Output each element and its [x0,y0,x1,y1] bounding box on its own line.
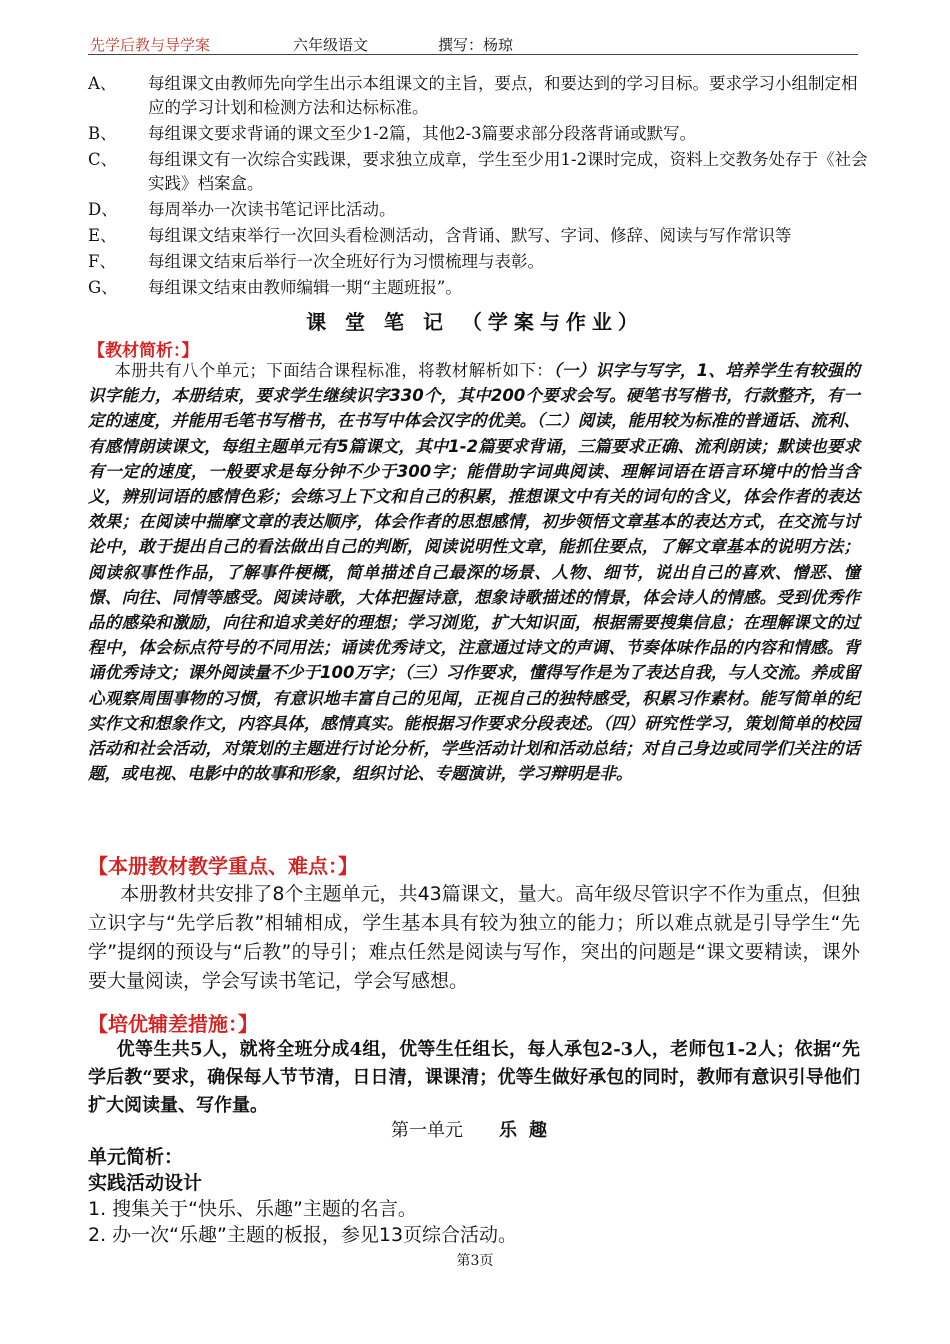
requirements-list [88,72,868,302]
list-item-text: 每组课文由教师先向学生出示本组课文的主旨，要点，和要达到的学习目标。要求学习小组制定相应的学习计划和检测方法和达标标准。 [148,74,858,117]
list-item-text: 每组课文要求背诵的课文至少1-2篇，其他2-3篇要求部分段落背诵或默写。 [148,124,697,143]
analysis-body: （一）识字与写字，1、培养学生有较强的识字能力，本册结束，要求学生继续识字330个，其中200个要求会写。硬笔书写楷书，行款整齐，有一定的速度，并能用毛笔书写楷书，在书写中体会汉字的优美。（二）阅读，能用较为标准的普通话、流利、有感情朗读课文，每组主题单元有5篇课文，其中1-2篇要求背诵，三篇要求正确、流利朗读；默读也要求有一定的速度，一般要求是每分钟不少于300字；能借助字词典阅读、理解词语在语言环境中的恰当含义，辨别词语的感情色彩；会练习上下文和自己的积累，推想课文中有关的词句的含义，体会作者的表达效果；在阅读中揣摩文章的表达顺序，体会作者的思想感情，初步领悟文章基本的表达方式，在交流与讨论中，敢于提出自己的看法做出自己的判断，阅读说明性文章，能抓住要点，了解文章基本的说明方法；阅读叙事性作品，了解事件梗概，简单描述自己最深的场景、人物、细节，说出自己的喜欢、憎恶、憧憬、向往、同情等感受。阅读诗歌，大体把握诗意，想象诗歌描述的情景，体会诗人的情感。受到优秀作品的感染和激励，向往和追求美好的理想；学习浏览，扩大知识面，根据需要搜集信息；在理解课文的过程中，体会标点符号的不同用法；诵读优秀诗文，注意通过诗文的声调、节奏体味作品的内容和情感。背诵优秀诗文；课外阅读量不少于100万字；（三）习作要求，懂得写作是为了表达自我，与人交流。养成留心观察周围事物的习惯，有意识地丰富自己的见闻，正视自己的独特感受，积累习作素材。能写简单的纪实作文和想象作文，内容具体，感情真实。能根据习作要求分段表述。（四）研究性学习，策划简单的校园活动和社会活动，对策划的主题进行讨论分析，学些活动计划和活动总结；对自己身边或同学们关注的话题，或电视、电影中的故事和形象，组织讨论、专题演讲，学习辩明是非。 [88,361,861,784]
list-item-label: F、 [88,252,116,271]
list-item-text: 每组课文结束由教师编辑一期“主题班报”。 [148,278,462,297]
list-item-label: E、 [88,226,117,245]
list-item-label: A、 [88,74,117,93]
list-item-text: 每周举办一次读书笔记评比活动。 [148,200,396,219]
header-title: 先学后教与导学案 [90,36,211,54]
measures-heading: 【培优辅差措施：】 [88,1012,258,1036]
practice-heading: 实践活动设计 [88,1172,203,1194]
activity-item: 2. 办一次“乐趣”主题的板报，参见13页综合活动。 [88,1224,518,1246]
list-item [88,122,868,146]
list-item [88,250,868,274]
list-item [88,148,868,196]
key-points-heading: 【本册教材教学重点、难点：】 [88,854,358,878]
list-item [88,276,868,300]
list-item [88,72,868,120]
list-item [88,198,868,222]
analysis-paragraph [88,358,860,786]
unit-name: 第一单元 [391,1120,463,1141]
list-item-label: C、 [88,150,118,169]
header-author: 撰写：杨琼 [438,36,514,54]
unit-brief-heading: 单元简析： [88,1146,184,1168]
header-grade: 六年级语文 [293,36,369,54]
list-item-text: 每组课文结束后举行一次全班好行为习惯梳理与表彰。 [148,252,544,271]
unit-title [0,1116,950,1142]
analysis-heading: 【教材简析：】 [88,341,199,361]
page-header [88,28,858,55]
measures-paragraph: 优等生共5人，就将全班分成4组，优等生任组长，每人承包2-3人，老师包1-2人；依据“先学后教“要求，确保每人节节清，日日清，课课清；优等生做好承包的同时，教师有意识引导他们扩大阅读量、写作量。 [88,1039,860,1116]
list-item-text: 每组课文有一次综合实践课，要求独立成章，学生至少用1-2课时完成，资料上交教务处存于《社会实践》档案盒。 [148,150,868,193]
activity-item: 1. 搜集关于“快乐、乐趣”主题的名言。 [88,1198,417,1220]
list-item-label: D、 [88,200,118,219]
unit-theme: 乐趣 [499,1120,559,1141]
analysis-lead: 本册共有八个单元；下面结合课程标准，将教材解析如下： [114,361,554,380]
list-item-label: G、 [88,278,118,297]
list-item-text: 每组课文结束举行一次回头看检测活动，含背诵、默写、字词、修辞、阅读与写作常识等 [148,226,792,245]
notes-title: 课 堂 笔 记 （学案与作业） [306,310,644,334]
list-item [88,224,868,248]
page-number: 第3页 [456,1253,494,1269]
key-points-paragraph: 本册教材共安排了8个主题单元，共43篇课文，量大。高年级尽管识字不作为重点，但独立识字与“先学后教”相辅相成，学生基本具有较为独立的能力；所以难点就是引导学生“先学”提纲的预设与“后教”的导引；难点任然是阅读与写作，突出的问题是“课文要精读，课外要大量阅读，学会写读书笔记，学会写感想。 [88,883,860,992]
list-item-label: B、 [88,124,117,143]
